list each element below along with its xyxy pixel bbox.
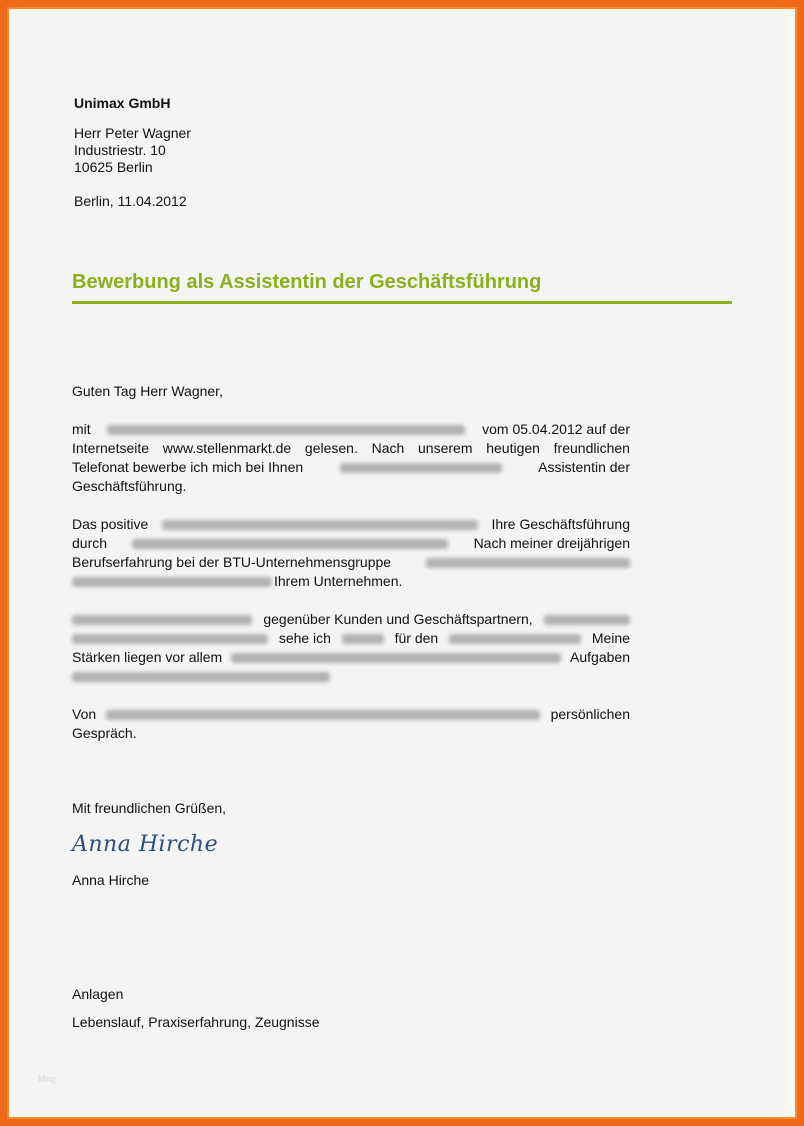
redacted-text bbox=[72, 615, 252, 625]
redacted-text bbox=[340, 463, 502, 473]
p3-text: gegenüber Kunden und Geschäftspartnern, bbox=[263, 611, 533, 627]
p3-line-1 bbox=[72, 610, 630, 629]
subject-heading: Bewerbung als Assistentin der Geschäftsführung bbox=[72, 271, 542, 293]
date-line: Berlin, 11.04.2012 bbox=[74, 193, 187, 209]
p1-word: Internetseite bbox=[72, 440, 150, 456]
redacted-text bbox=[72, 634, 268, 644]
p1-text: Assistentin der bbox=[538, 459, 630, 475]
corner-mark: Mng bbox=[38, 1074, 56, 1084]
salutation: Guten Tag Herr Wagner, bbox=[72, 383, 223, 399]
p1-word: heutigen bbox=[486, 440, 540, 456]
p3-text: Aufgaben bbox=[570, 649, 630, 665]
p1-word: gelesen. bbox=[304, 440, 358, 456]
p3-line-3 bbox=[72, 648, 630, 667]
p1-word: freundlichen bbox=[553, 440, 630, 456]
handwritten-signature: Anna Hirche bbox=[72, 832, 219, 857]
p2-line-2 bbox=[72, 534, 630, 553]
company-name: Unimax GmbH bbox=[74, 95, 171, 111]
redacted-text bbox=[544, 615, 630, 625]
p3-text: Stärken liegen vor allem bbox=[72, 649, 223, 665]
redacted-text bbox=[231, 653, 561, 663]
p1-text: mit bbox=[72, 421, 91, 437]
p1-text: vom 05.04.2012 auf der bbox=[482, 421, 630, 437]
redacted-text bbox=[72, 672, 330, 682]
p2-line-4 bbox=[72, 572, 630, 591]
p2-text: Ihrem Unternehmen. bbox=[274, 573, 403, 589]
redacted-text bbox=[106, 710, 540, 720]
signer-name: Anna Hirche bbox=[72, 872, 150, 888]
p2-text: Nach meiner dreijährigen bbox=[473, 535, 630, 551]
p3-line-2 bbox=[72, 629, 630, 648]
p2-text: Ihre Geschäftsführung bbox=[491, 516, 630, 532]
redacted-text bbox=[132, 539, 448, 549]
p4-line-1 bbox=[72, 705, 630, 724]
redacted-text bbox=[107, 425, 465, 435]
attachments-label: Anlagen bbox=[72, 986, 124, 1002]
recipient-city: 10625 Berlin bbox=[74, 159, 153, 175]
p1-line-2 bbox=[72, 439, 630, 458]
redacted-text bbox=[162, 520, 478, 530]
redacted-text bbox=[449, 634, 581, 644]
p1-text: Telefonat bewerbe ich mich bei Ihnen bbox=[72, 459, 304, 475]
p1-word: unserem bbox=[418, 440, 473, 456]
redacted-text bbox=[72, 577, 272, 587]
p1-line-4 bbox=[72, 477, 630, 496]
p4-text: Von bbox=[72, 706, 97, 722]
p2-line-3 bbox=[72, 553, 630, 572]
recipient-name: Herr Peter Wagner bbox=[74, 125, 191, 141]
p2-text: Das positive bbox=[72, 516, 149, 532]
p1-line-1 bbox=[72, 420, 630, 439]
p2-line-1 bbox=[72, 515, 630, 534]
recipient-street: Industriestr. 10 bbox=[74, 142, 166, 158]
p3-line-4 bbox=[72, 667, 630, 686]
p1-word: Nach bbox=[371, 440, 405, 456]
p4-text: persönlichen bbox=[550, 706, 630, 722]
p4-line-2 bbox=[72, 724, 630, 743]
redacted-text bbox=[342, 634, 384, 644]
redacted-text bbox=[426, 558, 630, 568]
p3-text: Meine bbox=[591, 630, 630, 646]
p3-text: sehe ich bbox=[278, 630, 331, 646]
p2-text: durch bbox=[72, 535, 108, 551]
p1-line-3 bbox=[72, 458, 630, 477]
subject-rule bbox=[72, 301, 732, 304]
closing: Mit freundlichen Grüßen, bbox=[72, 800, 227, 816]
p4-text: Gespräch. bbox=[72, 725, 137, 741]
p3-text: für den bbox=[394, 630, 439, 646]
p1-word: www.stellenmarkt.de bbox=[162, 440, 292, 456]
p2-text: Berufserfahrung bei der BTU-Unternehmensgruppe bbox=[72, 554, 392, 570]
attachments-list: Lebenslauf, Praxiserfahrung, Zeugnisse bbox=[72, 1014, 320, 1030]
p1-text: Geschäftsführung. bbox=[72, 478, 187, 494]
